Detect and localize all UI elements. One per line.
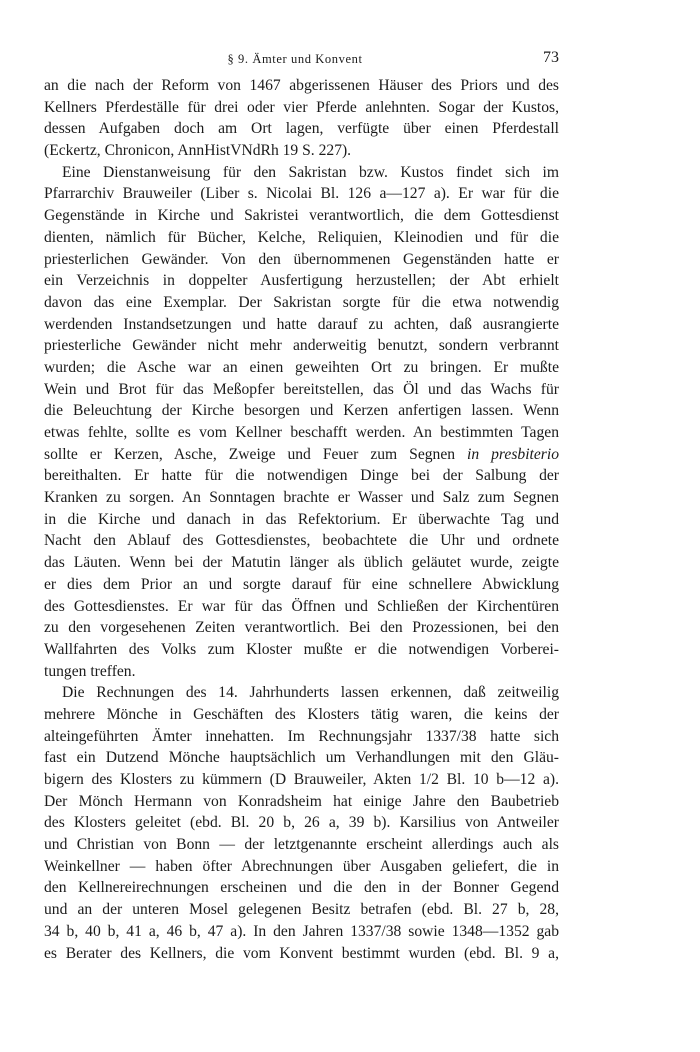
page-number: 73 [543, 49, 559, 66]
text-line [44, 617, 559, 639]
text-line-content: ein Verzeichnis in doppelter Ausfertigung herzustellen; der Abt erhielt [44, 272, 559, 290]
text-line-content: er dies dem Prior an und sorgte darauf für eine schnellere Abwicklung [44, 575, 559, 593]
text-line-content: des Gottesdienstes. Er war für das Öffnen und Schließen der Kirchentüren [44, 597, 559, 615]
text-line [44, 357, 559, 379]
text-line-content: Die Rechnungen des 14. Jahrhunderts lassen erkennen, daß zeitweilig [62, 684, 559, 702]
text-line-content: Wallfahrten des Volks zum Kloster mußte er die notwendigen Vorberei- [44, 640, 559, 658]
text-line [44, 422, 559, 444]
text-line [44, 444, 559, 466]
text-line [44, 335, 559, 357]
text-line-content: Der Mönch Hermann von Konradsheim hat einige Jahre den Baubetrieb [44, 792, 559, 810]
text-line [44, 834, 559, 856]
text-line [44, 682, 559, 704]
text-line [44, 726, 559, 748]
text-line-content: (Eckertz, Chronicon, AnnHistVNdRh 19 S. 227). [44, 142, 352, 160]
text-line-content: Nacht den Ablauf des Gottesdienstes, beobachtete die Uhr und ordnete [44, 532, 559, 550]
text-line-content: sollte er Kerzen, Asche, Zweige und Feuer zum Segnen [44, 445, 468, 463]
text-line-content: tungen treffen. [44, 662, 136, 680]
text-line-content: mehrere Mönche in Geschäften des Klosters tätig waren, die keins der [44, 705, 559, 723]
text-line [44, 791, 559, 813]
text-line [44, 704, 559, 726]
text-line [44, 661, 559, 683]
text-line-content: zu den vorgesehenen Zeiten verantwortlich. Bei den Prozessionen, bei den [44, 619, 559, 637]
text-line-content: Kranken zu sorgen. An Sonntagen brachte er Wasser und Salz zum Segnen [44, 489, 559, 507]
text-line-content: Kellners Pferdeställe für drei oder vier Pferde anlehnten. Sogar der Kustos, [44, 98, 559, 116]
text-line [44, 596, 559, 618]
text-line-content: etwas fehlte, sollte es vom Kellner beschafft werden. An bestimmten Tagen [44, 424, 559, 441]
text-line [44, 921, 559, 943]
text-line [44, 205, 559, 227]
text-line [44, 314, 559, 336]
text-line-content: bereithalten. Er hatte für die notwendigen Dinge bei der Salbung der [44, 467, 559, 485]
text-line-content: des Klosters geleitet (ebd. Bl. 20 b, 26 a, 39 b). Karsilius von Antweiler [44, 814, 559, 832]
text-line [44, 227, 559, 249]
text-line-content: dienten, nämlich für Bücher, Kelche, Reliquien, Kleinodien und für die [44, 228, 559, 246]
text-line-content: dessen Aufgaben doch am Ort lagen, verfügte über einen Pferdestall [44, 120, 559, 138]
text-line [44, 292, 559, 314]
text-line-content: und Christian von Bonn — der letztgenannte erscheint allerdings auch als [44, 836, 559, 854]
text-line-content: Weinkellner — haben öfter Abrechnungen über Ausgaben geliefert, die in [44, 857, 559, 875]
text-line-content: es Berater des Kellners, die vom Konvent bestimmt wurden (ebd. Bl. 9 a, [44, 944, 559, 962]
text-line-content: in die Kirche und danach in das Refektorium. Er überwachte Tag und [44, 510, 559, 528]
text-line [44, 379, 559, 401]
text-line [44, 465, 559, 487]
italic-phrase: in presbiterio [467, 445, 559, 463]
text-line [44, 877, 559, 899]
running-title: § 9. Ämter und Konvent [227, 52, 363, 66]
text-line [44, 769, 559, 791]
text-line [44, 530, 559, 552]
text-line [44, 487, 559, 509]
text-line [44, 140, 559, 162]
text-line-content: Wein und Brot für das Meßopfer bereitstellen, das Öl und das Wachs für [44, 380, 559, 398]
text-line [44, 249, 559, 271]
text-line-content: Gegenstände in Kirche und Sakristei verantwortlich, die dem Gottesdienst [44, 207, 559, 225]
text-line [44, 943, 559, 965]
text-line-content: die Beleuchtung der Kirche besorgen und Kerzen anfertigen lassen. Wenn [44, 402, 559, 420]
text-line-content: fast ein Dutzend Mönche hauptsächlich um Verhandlungen mit den Gläu- [44, 749, 559, 767]
text-line [44, 856, 559, 878]
text-line [44, 639, 559, 661]
text-line-content: das Läuten. Wenn bei der Matutin länger als üblich geläutet wurde, zeigte [44, 554, 559, 572]
text-line [44, 552, 559, 574]
text-line [44, 75, 559, 97]
text-line-content: Eine Dienstanweisung für den Sakristan bzw. Kustos findet sich im [62, 163, 559, 181]
text-line-content: alteingeführten Ämter innehatten. Im Rechnungsjahr 1337/38 hatte sich [44, 727, 559, 745]
text-line [44, 574, 559, 596]
body-text [44, 75, 559, 964]
text-line [44, 812, 559, 834]
text-line-content: 34 b, 40 b, 41 a, 46 b, 47 a). In den Jahren 1337/38 sowie 1348—1352 gab [44, 922, 559, 940]
text-line-content: bigern des Klosters zu kümmern (D Brauweiler, Akten 1/2 Bl. 10 b—12 a). [44, 771, 559, 788]
text-line-content: und an der unteren Mosel gelegenen Besitz betrafen (ebd. Bl. 27 b, 28, [44, 901, 559, 919]
text-line [44, 400, 559, 422]
text-line-content: den Kellnereirechnungen erscheinen und die den in der Bonner Gegend [44, 879, 559, 897]
text-line-content: wurden; die Asche war an einen geweihten Ort zu bringen. Er mußte [44, 358, 559, 376]
text-line-content: davon das eine Exemplar. Der Sakristan sorgte für die etwa notwendig [44, 293, 559, 311]
text-line [44, 747, 559, 769]
text-line-content: werdenden Instandsetzungen und hatte darauf zu achten, daß ausrangierte [44, 315, 559, 333]
text-line [44, 899, 559, 921]
text-line [44, 270, 559, 292]
text-line [44, 509, 559, 531]
text-line-content: priesterlichen Gewänder. Von den übernommenen Gegenständen hatte er [44, 250, 559, 268]
text-line [44, 183, 559, 205]
text-line-content: an die nach der Reform von 1467 abgerissenen Häuser des Priors und des [44, 77, 559, 94]
text-line-content: priesterliche Gewänder nicht mehr anderweitig benutzt, sondern verbrannt [44, 337, 559, 355]
running-head [0, 49, 700, 71]
text-line-content: Pfarrarchiv Brauweiler (Liber s. Nicolai Bl. 126 a—127 a). Er war für die [44, 185, 559, 203]
text-line [44, 162, 559, 184]
text-line [44, 97, 559, 119]
text-line [44, 118, 559, 140]
